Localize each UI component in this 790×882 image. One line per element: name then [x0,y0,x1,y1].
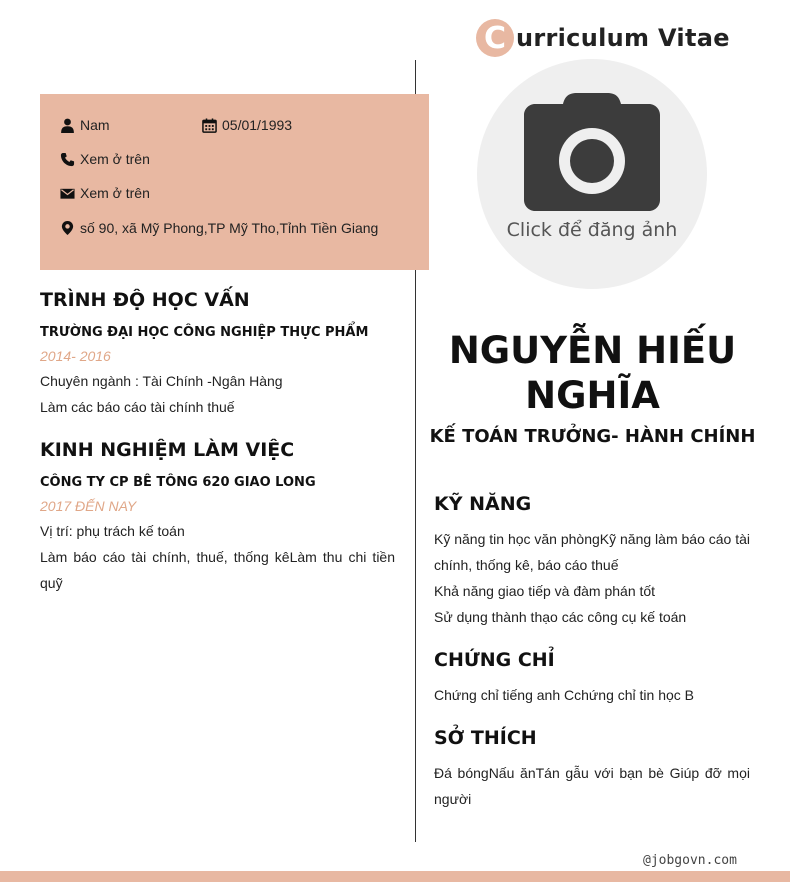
skills-heading: KỸ NĂNG [434,493,532,515]
cv-logo [476,18,730,58]
skill-item: Khả năng giao tiếp và đàm phán tốt [434,583,656,599]
photo-upload-area[interactable] [477,59,707,289]
contact-birthdate [202,117,292,133]
job-title: KẾ TOÁN TRƯỞNG- HÀNH CHÍNH [429,426,756,447]
contact-panel [40,94,429,270]
certificates-text: Chứng chỉ tiếng anh Cchứng chỉ tin học B [434,687,695,703]
education-major: Chuyên ngành : Tài Chính -Ngân Hàng [40,373,283,389]
phone-value: Xem ở trên [80,151,150,167]
camera-icon [523,92,661,214]
hobbies-text: Đá bóngNấu ănTán gẫu với bạn bè Giúp đỡ mọi người [434,765,750,807]
experience-company: CÔNG TY CP BÊ TÔNG 620 GIAO LONG [40,475,316,490]
candidate-name: NGUYỄN HIẾU NGHĨA [448,329,737,417]
envelope-icon [60,186,75,201]
education-period: 2014- 2016 [40,348,111,364]
bottom-accent-bar [0,871,790,882]
contact-gender [60,117,110,133]
experience-period: 2017 ĐẾN NAY [40,498,137,514]
watermark-text: @jobgovn.com [643,853,737,868]
calendar-icon [202,118,217,133]
hobbies-heading: SỞ THÍCH [434,727,537,749]
gender-value: Nam [80,117,110,133]
location-pin-icon [60,219,75,237]
logo-letter: C [476,19,514,57]
contact-email [60,185,150,201]
phone-icon [60,152,75,167]
education-school: TRƯỜNG ĐẠI HỌC CÔNG NGHIỆP THỰC PHẨM [40,325,369,340]
logo-text: urriculum Vitae [516,24,730,52]
skill-item: Kỹ năng tin học văn phòngKỹ năng làm báo cáo tài chính, thống kê, báo cáo thuế [434,531,750,573]
experience-position: Vị trí: phụ trách kế toán [40,523,185,539]
experience-description: Làm báo cáo tài chính, thuế, thống kêLàm thu chi tiền quỹ [40,549,395,591]
email-value: Xem ở trên [80,185,150,201]
person-icon [60,118,75,133]
birthdate-value: 05/01/1993 [222,117,293,133]
education-heading: TRÌNH ĐỘ HỌC VẤN [40,289,250,311]
contact-phone [60,151,150,167]
experience-heading: KINH NGHIỆM LÀM VIỆC [40,439,295,461]
photo-upload-caption: Click để đăng ảnh [506,219,678,241]
contact-address [60,219,378,237]
skill-item: Sử dụng thành thạo các công cụ kế toán [434,609,687,625]
address-value: số 90, xã Mỹ Phong,TP Mỹ Tho,Tỉnh Tiền Giang [80,220,379,236]
education-description: Làm các báo cáo tài chính thuế [40,399,235,415]
certificates-heading: CHỨNG CHỈ [434,649,555,671]
